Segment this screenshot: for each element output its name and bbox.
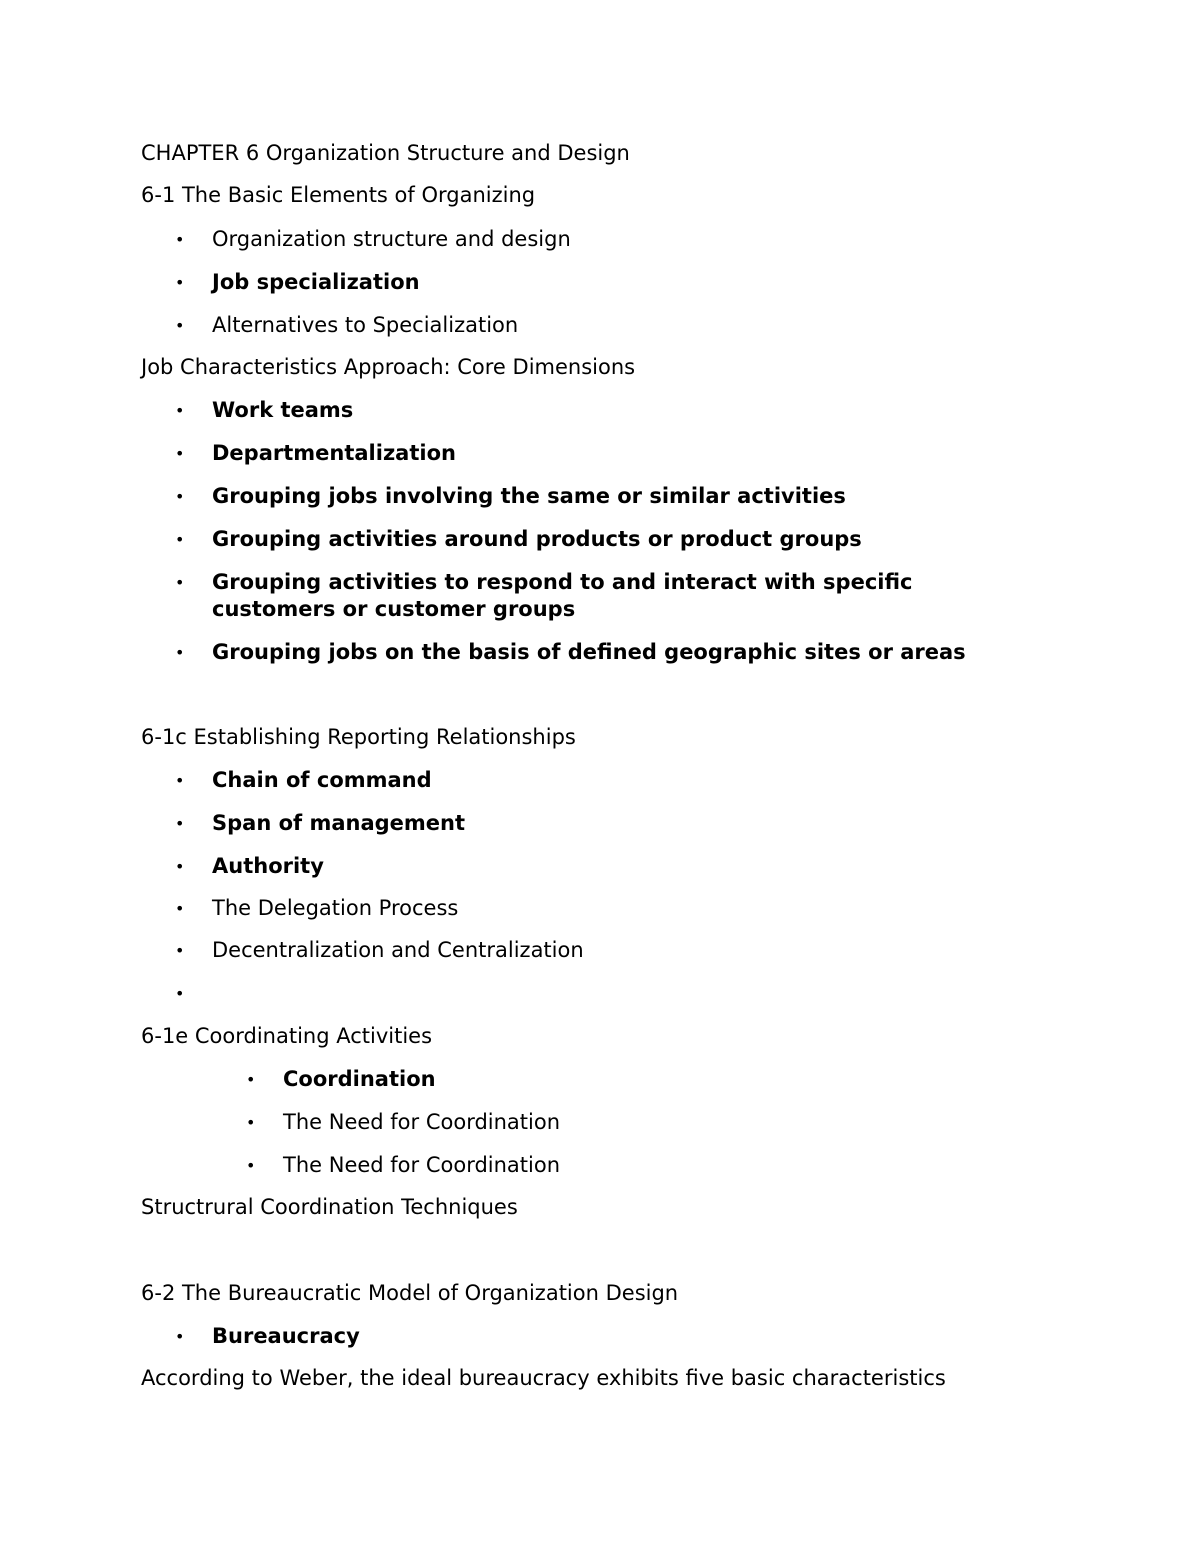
bullet-icon: • [175, 273, 185, 292]
list-item-text: Grouping activities to respond to and interact with specific customers or customer groups [212, 570, 913, 621]
bullet-icon: • [246, 1156, 256, 1175]
bullet-icon: • [175, 771, 185, 790]
list-item-text: The Delegation Process [212, 896, 459, 920]
bullet-icon: • [246, 1070, 256, 1089]
bullet-icon: • [175, 573, 185, 592]
list-item-text: Grouping jobs on the basis of defined geographic sites or areas [212, 640, 966, 664]
structural-coordination-heading: Structrural Coordination Techniques [141, 1195, 518, 1219]
bullet-icon: • [175, 1327, 185, 1346]
bullet-icon: • [175, 941, 185, 960]
bullet-icon: • [175, 230, 185, 249]
bullet-icon: • [175, 487, 185, 506]
list-item-text: Coordination [283, 1067, 436, 1091]
list-item-text: Decentralization and Centralization [212, 938, 584, 962]
section-6-1-heading: 6-1 The Basic Elements of Organizing [141, 183, 536, 207]
job-characteristics-heading: Job Characteristics Approach: Core Dimensions [141, 355, 636, 379]
bullet-icon: • [175, 530, 185, 549]
list-item-text: Chain of command [212, 768, 432, 792]
section-6-1c-heading: 6-1c Establishing Reporting Relationships [141, 725, 576, 749]
bullet-icon: • [175, 444, 185, 463]
list-item-text: Work teams [212, 398, 354, 422]
section-6-2-heading: 6-2 The Bureaucratic Model of Organization Design [141, 1281, 679, 1305]
bullet-icon: • [175, 899, 185, 918]
list-item-text: Grouping jobs involving the same or similar activities [212, 484, 846, 508]
list-item-text: The Need for Coordination [283, 1153, 561, 1177]
bullet-icon: • [175, 401, 185, 420]
list-item-text: Departmentalization [212, 441, 456, 465]
bullet-icon: • [175, 984, 185, 1003]
list-item-text: Alternatives to Specialization [212, 313, 519, 337]
bullet-icon: • [175, 814, 185, 833]
list-item-text: Authority [212, 854, 324, 878]
list-item-text: Job specialization [212, 270, 420, 294]
list-item-text: Span of management [212, 811, 466, 835]
bullet-icon: • [175, 643, 185, 662]
section-6-1e-heading: 6-1e Coordinating Activities [141, 1024, 433, 1048]
bullet-icon: • [175, 316, 185, 335]
list-item-text: Organization structure and design [212, 227, 571, 251]
weber-paragraph: According to Weber, the ideal bureaucracy exhibits five basic characteristics [141, 1366, 946, 1390]
bullet-icon: • [246, 1113, 256, 1132]
chapter-title: CHAPTER 6 Organization Structure and Design [141, 141, 630, 165]
list-item-text: The Need for Coordination [283, 1110, 561, 1134]
bullet-icon: • [175, 857, 185, 876]
list-item-text: Grouping activities around products or product groups [212, 527, 862, 551]
list-item-text: Bureaucracy [212, 1324, 360, 1348]
